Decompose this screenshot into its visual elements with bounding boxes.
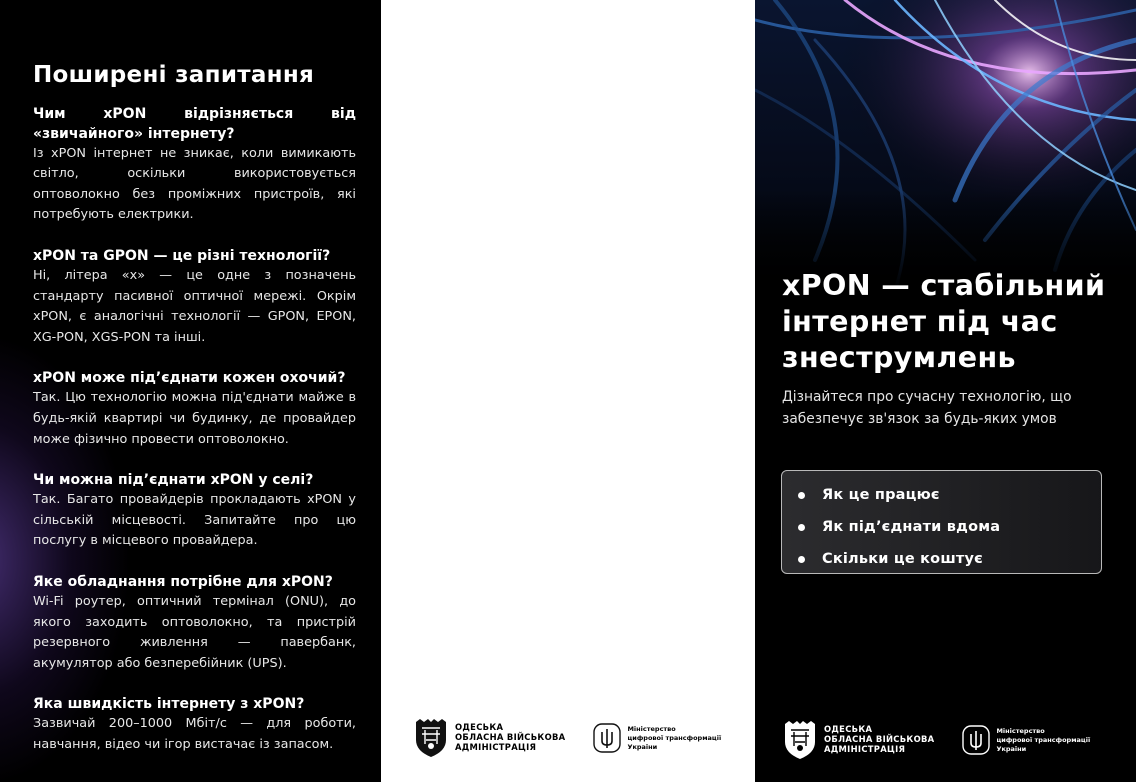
ova-name-line1: ОДЕСЬКА	[824, 724, 873, 735]
faq-answer: Ні, літера «x» — це одне з позначень стандарту пасивної оптичної мережі. Окрім xPON, є аналогічні технології — GPON, EPON, XG-PON, XGS-PON та інші.	[33, 267, 356, 345]
feature-item-cost: Скільки це коштує	[796, 543, 1101, 575]
ova-name-line1: ОДЕСЬКА	[455, 722, 504, 733]
features-list	[781, 470, 1102, 574]
faq-answer: Із xPON інтернет не зникає, коли вимикають світло, оскільки використовується оптоволокно без проміжних пристроїв, які потребують електрики.	[33, 145, 356, 223]
faq-question: Чи можна під’єднати xPON у селі?	[33, 472, 314, 489]
faq-answer: Так. Цю технологію можна під'єднати майже в будь-якій квартирі чи будинку, де провайдер може фізично провести оптоволокно.	[33, 390, 356, 447]
faq-question: xPON може під’єднати кожен охочий?	[33, 370, 346, 387]
ova-name-line2: ОБЛАСНА ВІЙСЬКОВА	[455, 732, 566, 743]
faq-title: Поширені запитання	[33, 62, 315, 88]
cover-title: xPON — стабільний інтернет під час знеструмлень	[782, 269, 1106, 374]
oblast-administration-logo	[414, 718, 565, 758]
blank-panel	[381, 0, 755, 782]
fiber-optic-hero-image	[755, 0, 1136, 290]
faq-item	[33, 246, 356, 348]
faq-item	[33, 470, 356, 552]
feature-item-how-to-connect: Як під’єднати вдома	[796, 511, 1101, 543]
cover-panel	[755, 0, 1136, 782]
faq-panel	[0, 0, 381, 782]
faq-item	[33, 572, 356, 674]
feature-item-how-it-works: Як це працює	[796, 479, 1101, 511]
trident-icon	[962, 725, 990, 755]
faq-item	[33, 104, 356, 226]
faq-answer: Зазвичай 200–1000 Мбіт/с — для роботи, навчання, відео чи ігор вистачає із запасом.	[33, 716, 356, 752]
coat-of-arms-icon	[783, 720, 817, 760]
ministry-name-line3: України	[627, 742, 658, 751]
ministry-name-line2: цифрової трансформації	[627, 733, 722, 742]
faq-question: Яка швидкість інтернету з xPON?	[33, 696, 305, 713]
ministry-name-line1: Міністерство	[996, 726, 1045, 735]
faq-answer: Wi-Fi роутер, оптичний термінал (ONU), до якого заходить оптоволокно, та пристрій резервного живлення — павербанк, акумулятор або безперебійник (UPS).	[33, 593, 356, 671]
faq-question: xPON та GPON — це різні технології?	[33, 247, 331, 264]
faq-item	[33, 368, 356, 450]
faq-question: Яке обладнання потрібне для xPON?	[33, 573, 333, 590]
ministry-logo	[962, 725, 1090, 755]
ministry-name-line2: цифрової трансформації	[996, 735, 1091, 744]
ministry-name-line1: Міністерство	[627, 724, 676, 733]
ova-name-line3: АДМІНІСТРАЦІЯ	[824, 743, 906, 754]
footer-logos	[783, 720, 1090, 760]
ministry-logo	[593, 723, 721, 753]
coat-of-arms-icon	[414, 718, 448, 758]
ministry-name-line3: України	[996, 744, 1027, 753]
footer-logos	[414, 718, 721, 758]
fiber-optic-illustration	[755, 0, 1136, 290]
faq-question: Чим xPON відрізняється від «звичайного» інтернету?	[33, 105, 356, 142]
cover-subtitle: Дізнайтеся про сучасну технологію, що забезпечує зв'язок за будь-яких умов	[782, 389, 1072, 427]
faq-answer: Так. Багато провайдерів прокладають xPON у сільській місцевості. Запитайте про цю послугу в місцевого провайдера.	[33, 492, 356, 549]
ova-name-line3: АДМІНІСТРАЦІЯ	[455, 741, 537, 752]
trident-icon	[593, 723, 621, 753]
oblast-administration-logo	[783, 720, 934, 760]
faq-item	[33, 694, 356, 755]
ova-name-line2: ОБЛАСНА ВІЙСЬКОВА	[824, 734, 935, 745]
